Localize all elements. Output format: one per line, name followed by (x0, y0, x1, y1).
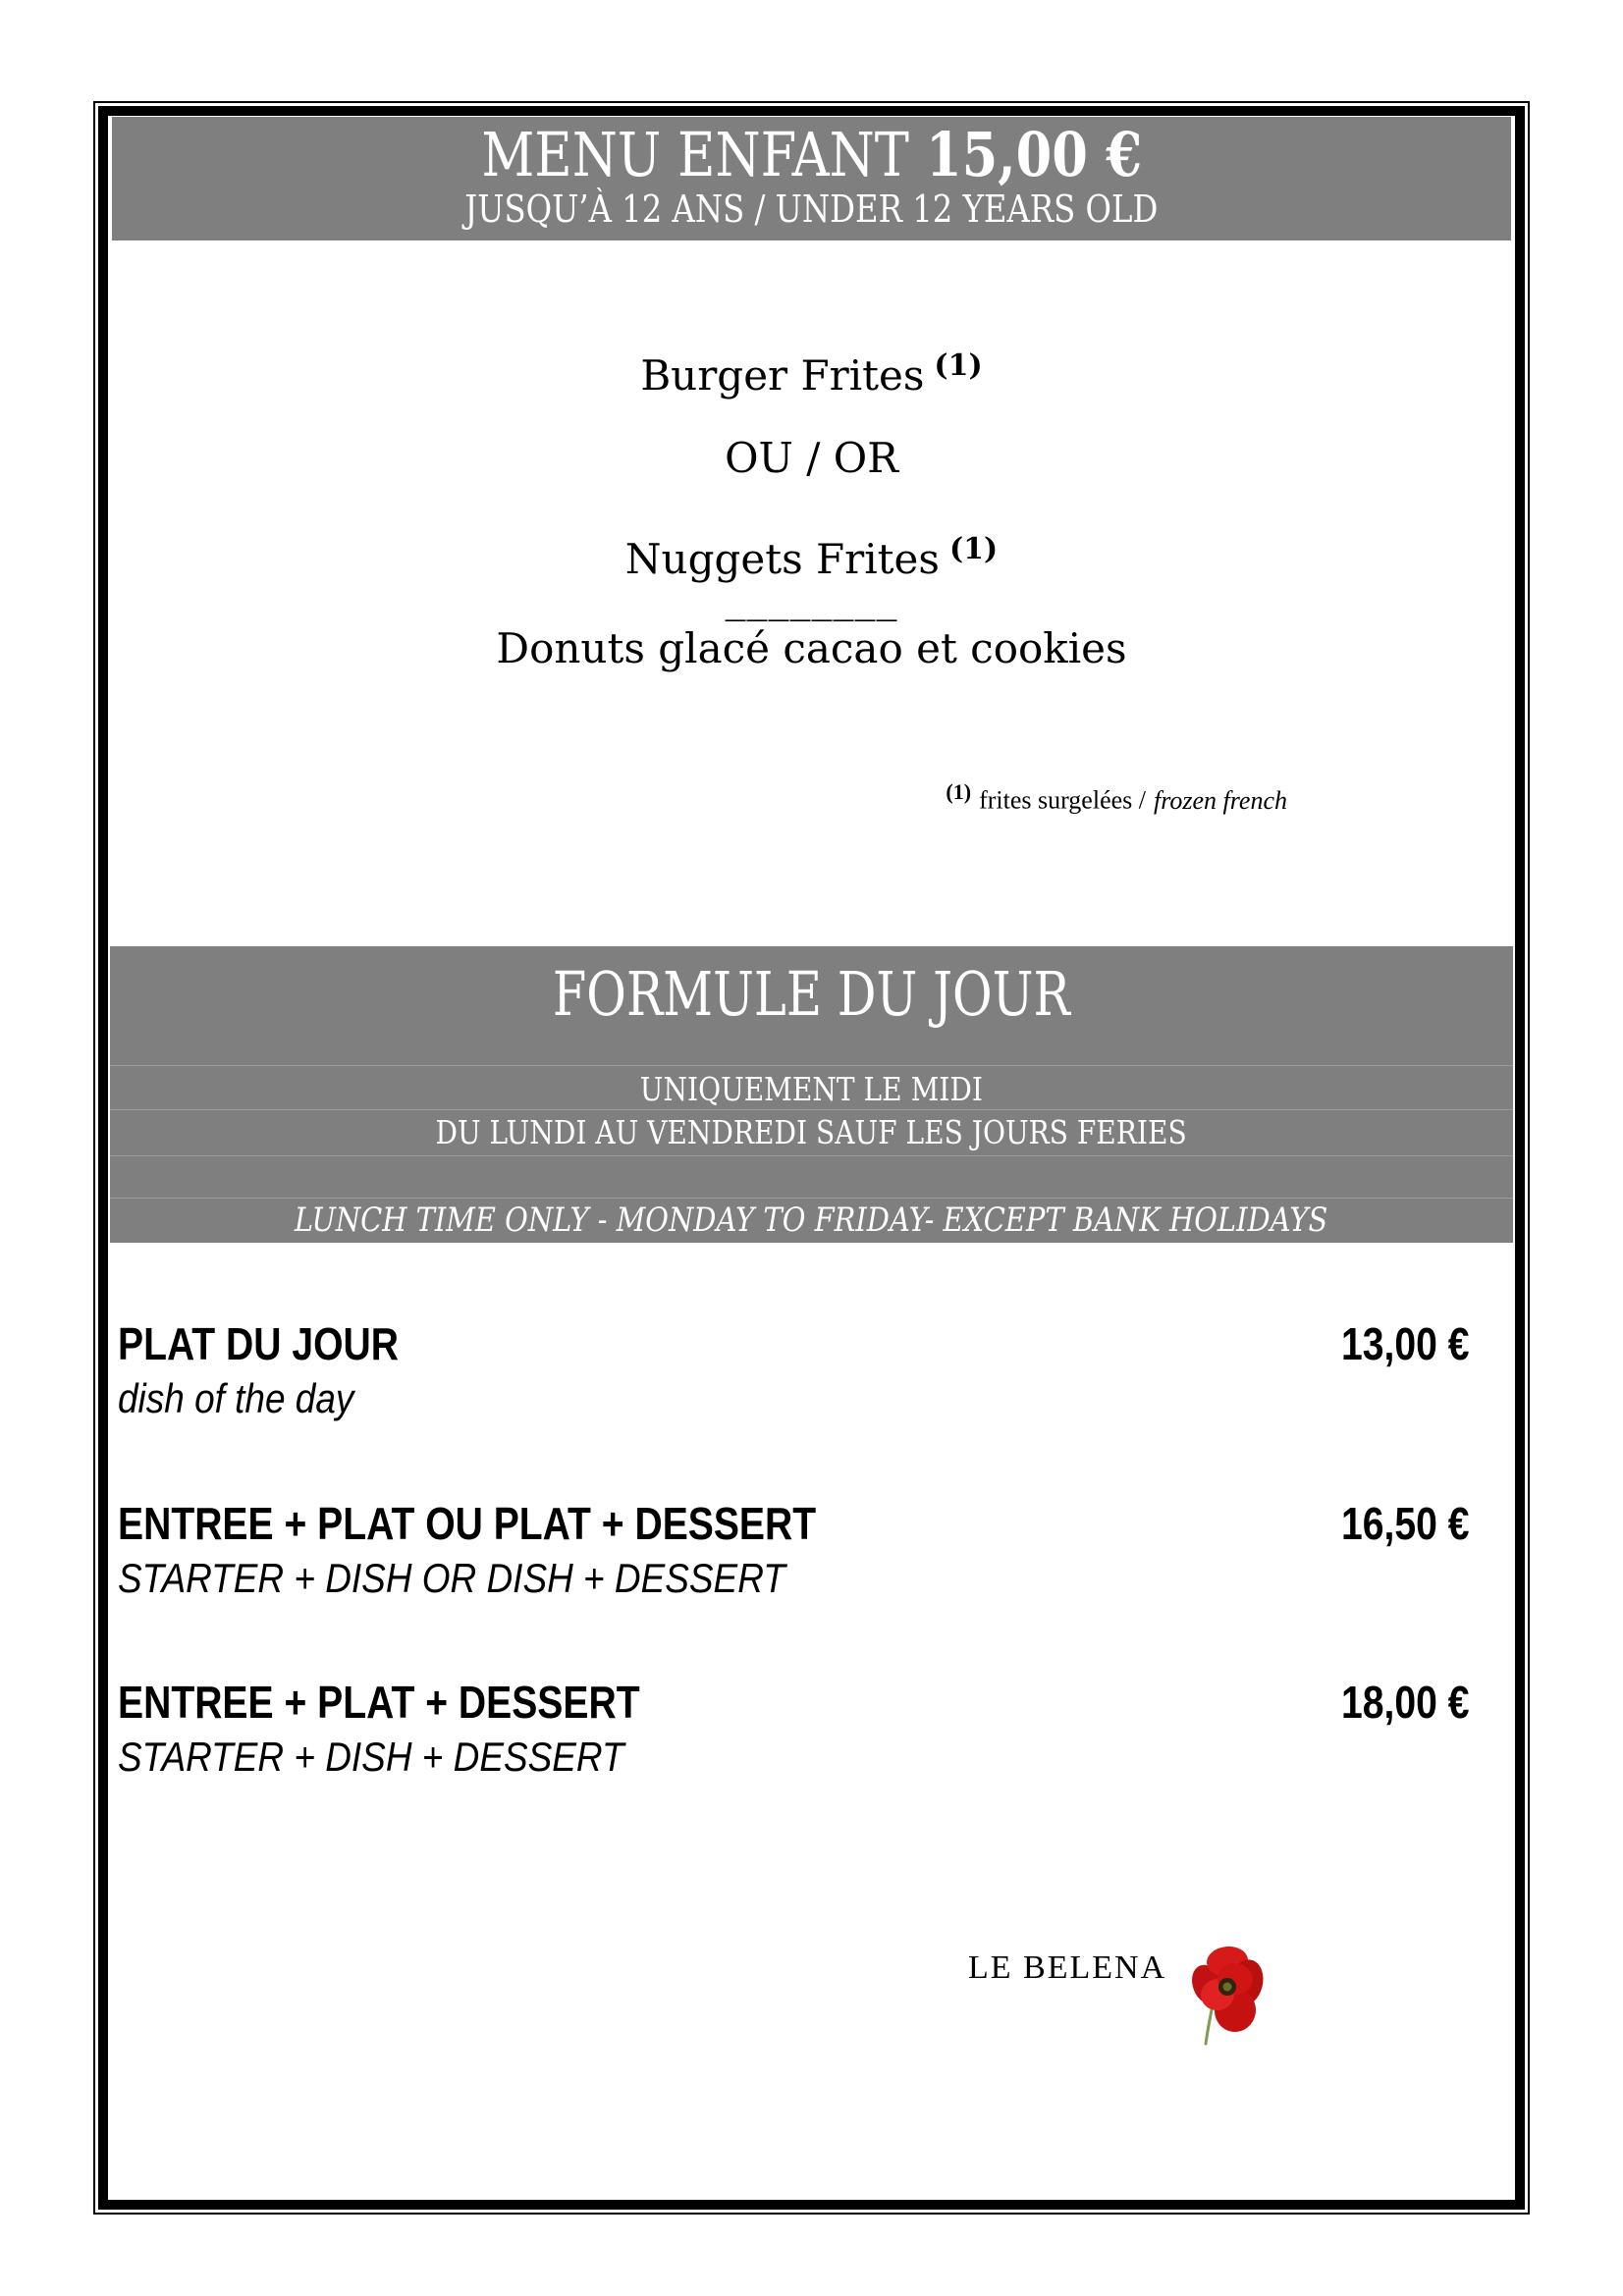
item-label-fr: PLAT DU JOUR (118, 1318, 400, 1369)
formule-du-jour-band (110, 946, 1513, 1243)
formule-note-en-label: LUNCH TIME ONLY - MONDAY TO FRIDAY- EXCEPT BANK HOLIDAYS (295, 1201, 1328, 1240)
item-label-fr: ENTREE + PLAT OU PLAT + DESSERT (118, 1498, 817, 1549)
item-row (118, 1318, 1469, 1369)
kids-menu-subtitle-line (112, 187, 1511, 231)
kids-menu-title: MENU ENFANT (481, 119, 909, 190)
formule-item-entree-plat-ou-plat-dessert (108, 1498, 1515, 1602)
formule-title: FORMULE DU JOUR (553, 958, 1070, 1030)
kids-item-dessert (108, 624, 1515, 673)
kids-item-dessert-label: Donuts glacé cacao et cookies (496, 624, 1127, 672)
kids-divider-rule-glyphs: ________ (725, 573, 898, 621)
formule-spacer-band (110, 1156, 1513, 1199)
kids-menu-subtitle: JUSQU’À 12 ANS / UNDER 12 YEARS OLD (464, 187, 1159, 231)
kids-divider-rule (108, 573, 1515, 622)
formule-item-plat-du-jour (108, 1318, 1515, 1422)
restaurant-name: LE BELENA (968, 1949, 1167, 1986)
kids-item-burger-frites (108, 342, 1515, 400)
item-label-fr: ENTREE + PLAT + DESSERT (118, 1677, 640, 1728)
footnote-text-en: frozen french (1154, 785, 1287, 815)
item-price: 13,00 € (1340, 1318, 1469, 1369)
page-border-frame-inner (98, 106, 1525, 2210)
formule-note-fr-1 (110, 1066, 1513, 1110)
kids-menu-header-band (112, 117, 1511, 240)
formule-item-entree-plat-dessert (108, 1677, 1515, 1781)
kids-menu-title-line (112, 117, 1511, 190)
kids-or-separator (108, 434, 1515, 483)
frozen-fries-footnote (946, 779, 1287, 816)
kids-item-nuggets-frites-label: Nuggets Frites (624, 535, 940, 583)
item-price: 16,50 € (1340, 1498, 1469, 1549)
item-row (118, 1677, 1469, 1728)
footnote-reference: (1) (934, 348, 983, 383)
formule-title-band (110, 946, 1513, 1066)
formule-note-en (110, 1199, 1513, 1242)
item-label-en: STARTER + DISH + DESSERT (118, 1734, 624, 1780)
page-border-frame (93, 101, 1530, 2215)
kids-item-burger-frites-label: Burger Frites (640, 351, 925, 400)
formule-note-fr-2-label: DU LUNDI AU VENDREDI SAUF LES JOURS FERIES (435, 1113, 1188, 1151)
item-label-en: dish of the day (118, 1375, 354, 1421)
poppy-flower-icon (1184, 1944, 1267, 2046)
item-price: 18,00 € (1340, 1677, 1469, 1728)
item-label-en: STARTER + DISH OR DISH + DESSERT (118, 1555, 785, 1601)
formule-note-fr-1-label: UNIQUEMENT LE MIDI (639, 1070, 984, 1108)
footnote-reference: (1) (948, 532, 999, 566)
footnote-text-fr: frites surgelées / (979, 785, 1146, 815)
formule-note-fr-2 (110, 1110, 1513, 1156)
kids-menu-price: 15,00 € (925, 119, 1142, 190)
item-row (118, 1498, 1469, 1549)
kids-or-separator-label: OU / OR (725, 434, 898, 482)
footnote-reference: (1) (946, 779, 972, 804)
